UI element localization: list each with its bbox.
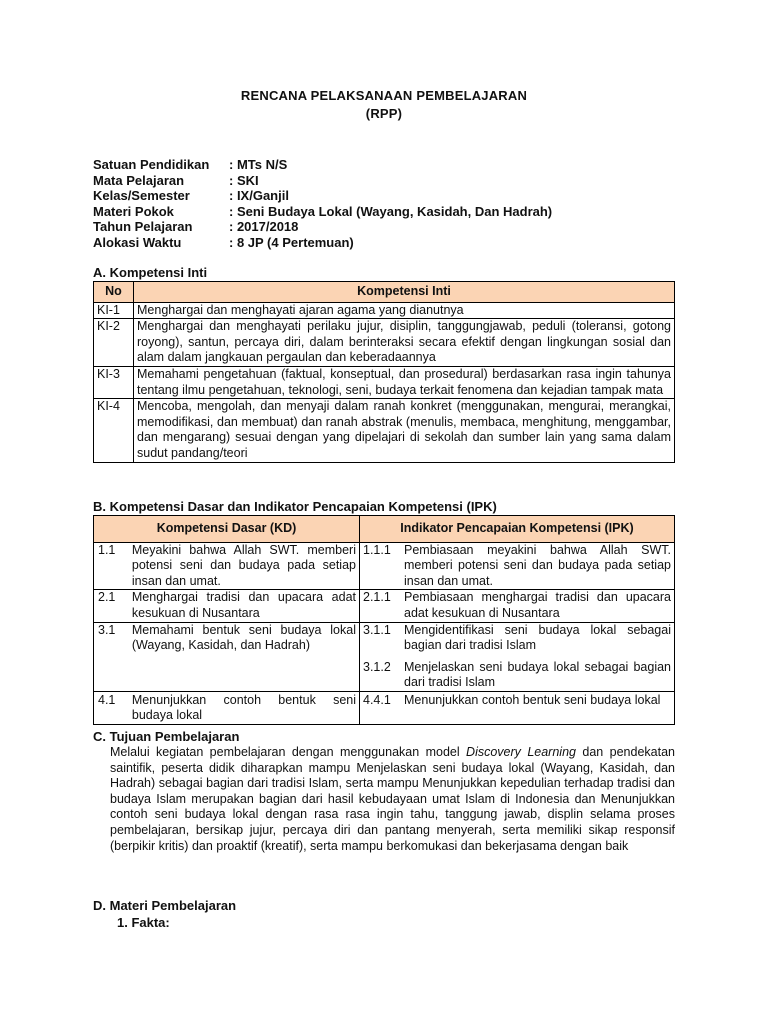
identity-label: Alokasi Waktu xyxy=(93,234,182,250)
ki-text: Memahami pengetahuan (faktual, konseptual, dan prosedural) berdasarkan rasa ingin tahunya tentang ilmu pengetahuan, teknologi, seni, budaya terkait fenomena dan kejadian tampak mata xyxy=(134,366,675,398)
section-a-heading: A. Kompetensi Inti xyxy=(93,265,208,280)
identity-value: : MTs N/S xyxy=(229,157,288,172)
ipk-number: 3.1.1 xyxy=(363,622,391,637)
identity-row xyxy=(93,173,552,189)
section-d-heading: D. Materi Pembelajaran xyxy=(93,898,237,913)
kd-number: 2.1 xyxy=(94,590,128,622)
ipk-number: 2.1.1 xyxy=(360,590,401,622)
kd-text: Menunjukkan contoh bentuk seni budaya lokal xyxy=(128,691,360,724)
column-header-no: No xyxy=(94,282,134,303)
ipk-text: Pembiasaan menghargai tradisi dan upacara adat kesukuan di Nusantara xyxy=(400,590,675,622)
document-subtitle: (RPP) xyxy=(365,106,403,121)
ipk-text: Menunjukkan contoh bentuk seni budaya lokal xyxy=(400,691,675,724)
identity-value: : 8 JP (4 Pertemuan) xyxy=(229,234,354,250)
kd-text: Menghargai tradisi dan upacara adat kesukuan di Nusantara xyxy=(128,590,360,622)
kd-number: 1.1 xyxy=(94,542,128,590)
document-title: RENCANA PELAKSANAAN PEMBELAJARAN xyxy=(240,88,528,103)
table-row xyxy=(94,319,675,367)
ki-number: KI-4 xyxy=(94,399,134,462)
table-header-row xyxy=(94,516,675,543)
identity-value: : 2017/2018 xyxy=(229,219,299,235)
identity-block xyxy=(93,157,552,251)
section-b-heading: B. Kompetensi Dasar dan Indikator Pencapaian Kompetensi (IPK) xyxy=(93,499,497,514)
kd-text: Memahami bentuk seni budaya lokal (Wayang, Kasidah, dan Hadrah) xyxy=(128,622,360,691)
kompetensi-dasar-table xyxy=(93,515,675,725)
identity-value: : SKI xyxy=(229,172,259,188)
kompetensi-inti-table xyxy=(93,281,675,463)
identity-row xyxy=(93,219,552,235)
identity-row xyxy=(93,204,552,220)
identity-label: Mata Pelajaran xyxy=(93,172,185,188)
identity-label: Satuan Pendidikan xyxy=(93,157,210,172)
identity-label: Tahun Pelajaran xyxy=(93,219,193,235)
table-row xyxy=(94,542,675,590)
ki-number: KI-2 xyxy=(94,319,134,367)
ki-text: Menghargai dan menghayati perilaku jujur, disiplin, tanggungjawab, peduli (toleransi, gotong royong), santun, percaya diri, dalam berinteraksi secara efektif dengan lingkungan sosial dan alam dalam jangkauan pergaulan dan keberadaannya xyxy=(134,319,675,367)
ipk-number: 4.4.1 xyxy=(360,691,401,724)
ki-text: Mencoba, mengolah, dan menyaji dalam ranah konkret (menggunakan, mengurai, merangkai, memodifikasi, dan membuat) dan ranah abstrak (menulis, membaca, menghitung, menggambar, dan mengarang) sesuai dengan yang dipelajari di sekolah dan sumber lain yang sama dalam sudut pandang/teori xyxy=(134,399,675,462)
ipk-number-group xyxy=(360,622,401,691)
ipk-text: Mengidentifikasi seni budaya lokal sebagai bagian dari tradisi Islam xyxy=(404,622,671,653)
kd-number: 3.1 xyxy=(94,622,128,691)
table-row xyxy=(94,622,675,691)
identity-row xyxy=(93,157,552,173)
column-header-ki: Kompetensi Inti xyxy=(134,282,675,303)
table-row xyxy=(94,399,675,462)
identity-row xyxy=(93,235,552,251)
table-row xyxy=(94,590,675,622)
paragraph-text: Melalui kegiatan pembelajaran dengan menggunakan model xyxy=(110,745,467,759)
kd-number: 4.1 xyxy=(94,691,128,724)
table-row xyxy=(94,302,675,319)
column-header-ipk: Indikator Pencapaian Kompetensi (IPK) xyxy=(360,516,675,543)
kd-text: Meyakini bahwa Allah SWT. memberi potensi seni dan budaya pada setiap insan dan umat. xyxy=(128,542,360,590)
section-c-heading: C. Tujuan Pembelajaran xyxy=(93,729,240,744)
identity-label: Kelas/Semester xyxy=(93,188,190,204)
ipk-text: Menjelaskan seni budaya lokal sebagai bagian dari tradisi Islam xyxy=(404,659,671,690)
column-header-kd: Kompetensi Dasar (KD) xyxy=(94,516,360,543)
tujuan-paragraph xyxy=(110,745,675,854)
table-row xyxy=(94,366,675,398)
table-row xyxy=(94,691,675,724)
paragraph-text: dan pendekatan saintifik, peserta didik diharapkan mampu Menjelaskan seni budaya lokal (Wayang, Kasidah, dan Hadrah) sebagai bagian dari tradisi Islam, serta mampu Menunjukkan kepedulian terhadap tradisi dan budaya Islam merupakan bagian dari hasil kebudayaan umat Islam di Indonesia dan Menunjukkan contoh seni budaya lokal dengan rasa rasa ingin tahu, tanggung jawab, displin selama proses pembelajaran, bersikap jujur, percaya diri dan pantang menyerah, serta memiliki sikap responsif (berpikir kritis) dan proaktif (kreatif), serta mampu berkomukasi dan bekerjasama dengan baik xyxy=(110,745,675,853)
ki-number: KI-1 xyxy=(94,302,134,319)
fakta-item: 1. Fakta: xyxy=(117,915,170,930)
table-header-row xyxy=(94,282,675,303)
identity-value: : IX/Ganjil xyxy=(229,188,289,204)
ipk-text-group xyxy=(400,622,675,691)
paragraph-italic-text: Discovery Learning xyxy=(466,745,576,759)
ipk-number: 1.1.1 xyxy=(360,542,401,590)
identity-value: : Seni Budaya Lokal (Wayang, Kasidah, Dan Hadrah) xyxy=(229,203,553,219)
ipk-number: 3.1.2 xyxy=(363,659,391,674)
identity-label: Materi Pokok xyxy=(93,203,174,219)
ki-number: KI-3 xyxy=(94,366,134,398)
ki-text: Menghargai dan menghayati ajaran agama yang dianutnya xyxy=(134,302,675,319)
ipk-text: Pembiasaan meyakini bahwa Allah SWT. memberi potensi seni dan budaya pada setiap insan dan umat. xyxy=(400,542,675,590)
identity-row xyxy=(93,188,552,204)
